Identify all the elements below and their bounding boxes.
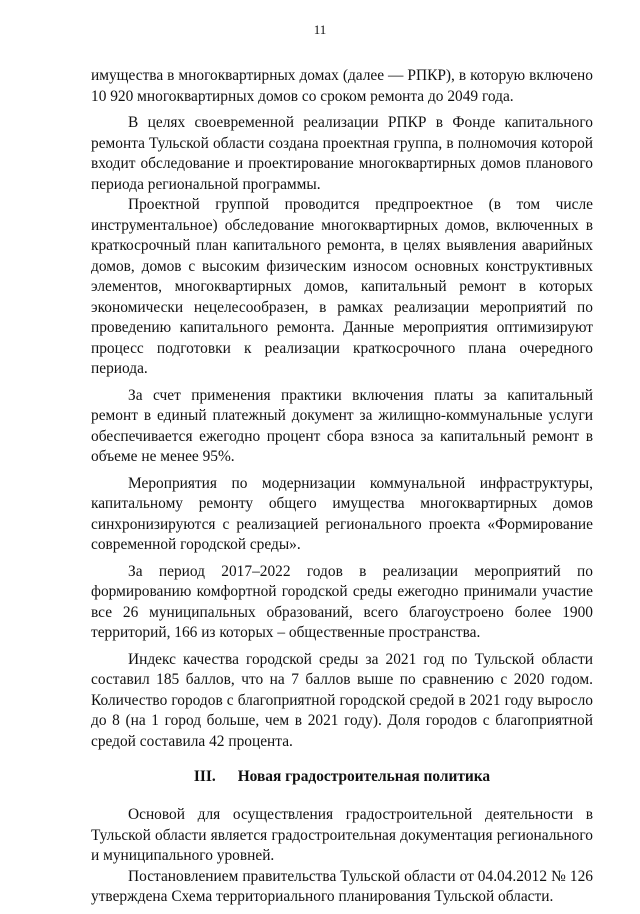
section-heading — [91, 767, 593, 787]
paragraph-urban-environment-period: За период 2017–2022 годов в реализации мероприятий по формированию комфортной городской среды ежегодно принимали участие все 26 муниципальных образований, всего благоустроено более 1900 территорий, 166 из которых – общественные пространства. — [91, 562, 593, 641]
paragraph-rpkr-continuation: имущества в многоквартирных домах (далее — РПКР), в которую включено 10 920 многоквартирных домов со сроком ремонта до 2049 года. — [91, 67, 593, 105]
paragraph-infrastructure-modernization: Мероприятия по модернизации коммунальной инфраструктуры, капитальному ремонту общего имущества многоквартирных домов синхронизируются с реализацией регионального проекта «Формирование современной городской среды». — [91, 474, 593, 553]
paragraph-urban-quality-index: Индекс качества городской среды за 2021 год по Тульской области составил 185 баллов, что на 7 баллов выше по сравнению с 2020 годом. Количество городов с благоприятной городской средой в 2021 году выросло до 8 (на 1 город больше, чем в 2021 году). Доля городов с благоприятной средой составила 42 процента. — [91, 650, 593, 750]
section-number: III. — [193, 768, 216, 785]
paragraph-territorial-planning-scheme: Постановлением правительства Тульской области от 04.04.2012 № 126 утверждена Схема территориального планирования Тульской области. — [91, 867, 593, 905]
section-title: Новая градостроительная политика — [237, 768, 491, 785]
paragraph-pre-design-survey: Проектной группой проводится предпроектное (в том числе инструментальное) обследование многоквартирных домов, включенных в краткосрочный план капитального ремонта, в целях выявления аварийных домов, домов с высоким физическим износом основных конструктивных элементов, многоквартирных домов, капитальный ремонт в которых экономически нецелесообразен, в рамках реализации мероприятий по проведению капитального ремонта. Данные мероприятия оптимизируют процесс подготовки к реализации краткосрочного плана очередного периода. — [91, 196, 593, 377]
page-number: 11 — [313, 22, 327, 37]
paragraph-payment-practice: За счет применения практики включения платы за капитальный ремонт в единый платежный документ за жилищно-коммунальные услуги обеспечивается ежегодно процент сбора взноса за капитальный ремонт в объеме не менее 95%. — [91, 386, 593, 465]
paragraph-project-group: В целях своевременной реализации РПКР в Фонде капитального ремонта Тульской области создана проектная группа, в полномочия которой входит обследование и проектирование многоквартирных домов планового периода региональной программы. — [91, 114, 593, 193]
paragraph-urban-planning-basis: Основой для осуществления градостроительной деятельности в Тульской области является градостроительная документация регионального и муниципального уровней. — [91, 806, 593, 864]
document-body — [91, 66, 593, 914]
